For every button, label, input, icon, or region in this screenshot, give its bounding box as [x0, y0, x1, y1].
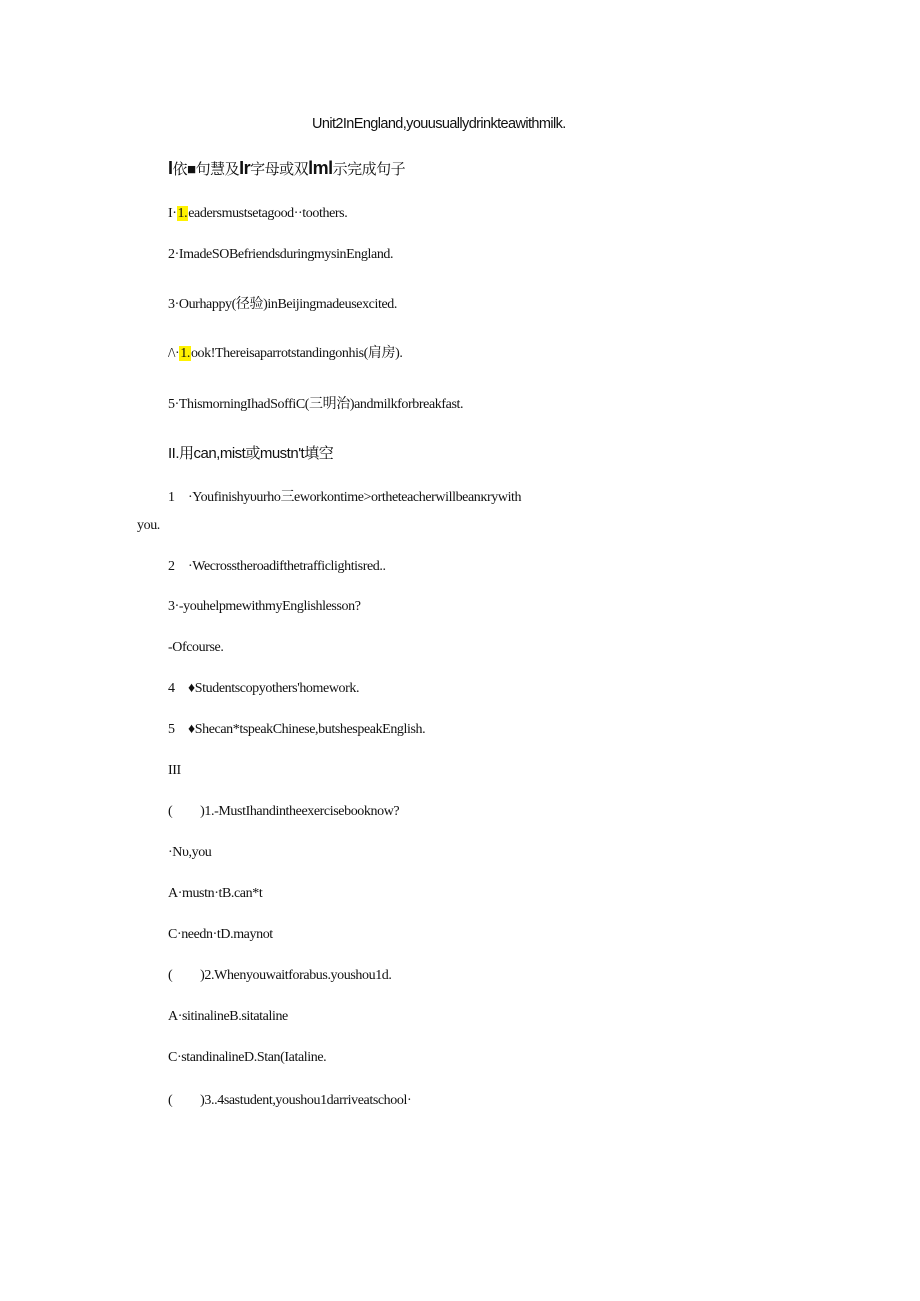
option-line: A·sitinalineB.sitataline [168, 1009, 288, 1024]
exercise-item [168, 293, 397, 313]
exercise-item [168, 599, 361, 615]
highlighted-text: 1. [177, 206, 188, 221]
exercise-item [168, 486, 521, 506]
item-number: 4 [168, 681, 175, 696]
heading-part-f: 示完成句子 [332, 161, 406, 178]
item-prefix: 3· [168, 297, 179, 312]
heading-part-b: 依■句慧及 [172, 161, 240, 178]
item-text: eadersmustsetagood··toothers. [188, 206, 348, 221]
item-text: ook!Thereisaparrotstandingonhis(肩房). [190, 346, 403, 361]
exercise-item [168, 342, 402, 362]
question-line: ·Nυ,you [168, 845, 212, 860]
option-line: A·mustn·tB.can*t [168, 886, 263, 901]
item-prefix: 2· [168, 247, 179, 262]
item-text: Ourhappy(径验)inBeijingmadeusexcited. [178, 297, 397, 312]
item-text: ImadeSOBefriendsduringmysinEngland. [178, 247, 394, 262]
item-number: 2 [168, 559, 175, 574]
question-line: ( )1.-MustIhandintheexercisebooknow? [168, 804, 400, 819]
highlighted-text: 1. [180, 346, 190, 361]
option-line: C·needn·tD.maynot [168, 927, 273, 942]
item-prefix: 5· [168, 397, 179, 412]
item-text: ThismorningIhadSoffiC(三明治)andmilkforbreakfast. [178, 397, 464, 412]
question-line: ( )3..4sastudent,youshou1darriveatschool· [168, 1093, 412, 1108]
item-number: 5 [168, 722, 175, 737]
question-line: ( )2.Whenyouwaitforabus.youshou1d. [168, 968, 392, 983]
exercise-item [168, 722, 425, 738]
exercise-item [168, 393, 463, 413]
section-1-heading [168, 158, 405, 179]
item-text: ·Youfinishyυurho三eworkontime>ortheteacherwillbeanĸrywith [188, 490, 522, 505]
exercise-item [168, 681, 359, 697]
exercise-item [168, 559, 386, 575]
exercise-item [168, 206, 347, 222]
exercise-answer: -Ofcourse. [168, 640, 224, 655]
heading-part-e: lml [308, 158, 333, 178]
item-number: 1 [168, 490, 175, 505]
item-number: 3 [168, 599, 175, 614]
heading-part-a: I [168, 158, 173, 178]
heading-part-d: 字母或双 [250, 161, 309, 178]
item-prefix: I· [168, 206, 177, 221]
item-text: ·-youhelpmewithmyEnglishlesson? [174, 599, 361, 614]
item-text: ·Wecrosstheroadifthetrafficlightisred.. [188, 559, 386, 574]
section-3-heading: III [168, 763, 181, 778]
exercise-item-continuation: you. [137, 518, 160, 533]
page-title: Unit2InEngland,youusuallydrinkteawithmilk. [312, 116, 566, 132]
item-prefix: /\· [168, 346, 180, 361]
item-text: ♦Studentscopyothers'homework. [188, 681, 360, 696]
option-line: C·standinalineD.Stan(Iataline. [168, 1050, 327, 1065]
heading-part-c: Ir [239, 158, 251, 178]
item-text: ♦Shecan*tspeakChinese,butshespeakEnglish. [188, 722, 426, 737]
section-2-heading: II.用can,mist或mustn't填空 [168, 445, 334, 462]
exercise-item [168, 247, 393, 263]
